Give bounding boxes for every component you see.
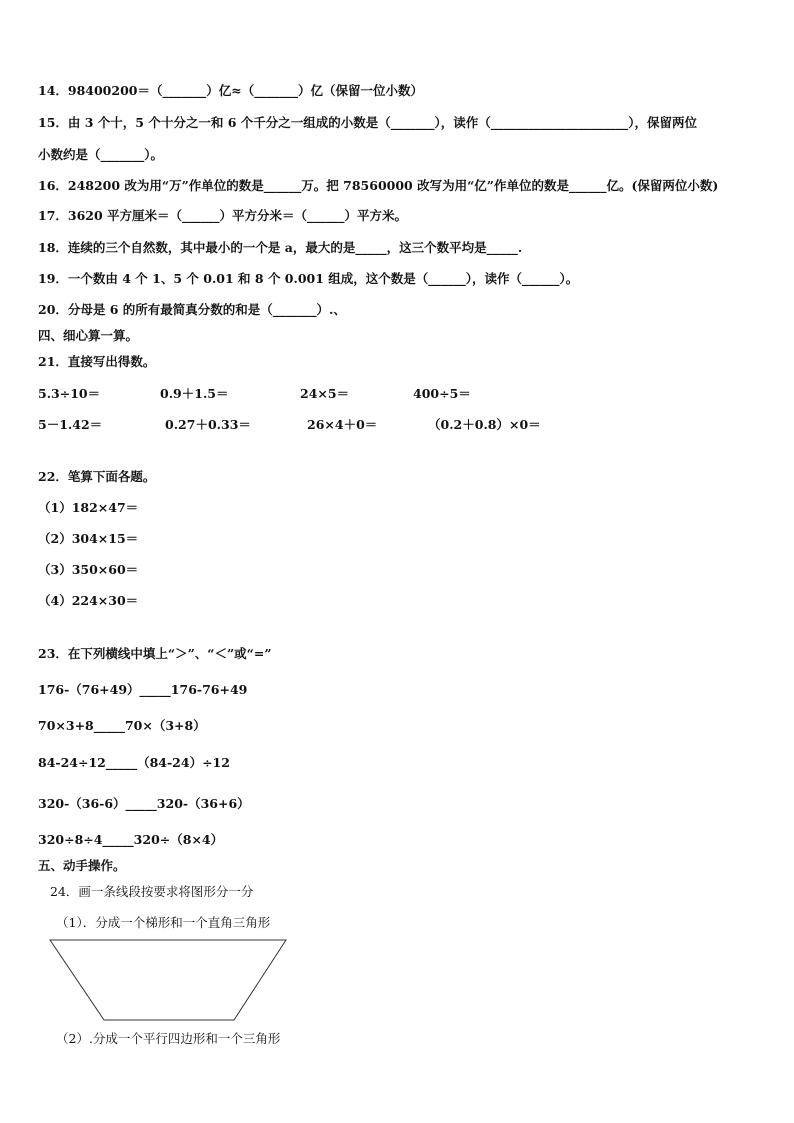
calc-item: （0.2＋0.8）×0＝ — [428, 417, 541, 432]
compare-item: 320-（36-6）_____320-（36+6） — [38, 796, 250, 811]
section-5-heading: 五、动手操作。 — [38, 858, 126, 873]
calc-item: 24×5＝ — [300, 386, 350, 401]
calc-item: 400÷5＝ — [413, 386, 471, 401]
compare-item: 320÷8÷4_____320÷（8×4） — [38, 832, 224, 847]
question-19: 19．一个数由 4 个 1、5 个 0.01 和 8 个 0.001 组成，这个数是（______），读作（______）。 — [38, 271, 579, 286]
calc-item: 5－1.42＝ — [38, 417, 103, 432]
question-15-line1: 15．由 3 个十，5 个十分之一和 6 个千分之一组成的小数是（_______），读作（______________________），保留两位 — [38, 115, 697, 130]
question-16: 16．248200 改为用“万”作单位的数是______万。把 78560000 改写为用“亿”作单位的数是______亿。(保留两位小数) — [38, 178, 719, 193]
compare-item: 70×3+8_____70×（3+8） — [38, 718, 206, 733]
compare-item: 176-（76+49）_____176-76+49 — [38, 682, 248, 697]
written-calc-item: （3）350×60＝ — [38, 562, 139, 577]
question-22: 22．笔算下面各题。 — [38, 469, 156, 484]
question-24-sub1: （1）．分成一个梯形和一个直角三角形 — [56, 915, 271, 930]
question-14: 14．98400200＝（_______）亿≈（_______）亿（保留一位小数） — [38, 83, 423, 98]
question-15-line2: 小数约是（_______）。 — [38, 147, 164, 162]
section-4-heading: 四、细心算一算。 — [38, 328, 139, 343]
written-calc-item: （4）224×30＝ — [38, 593, 139, 608]
calc-item: 5.3÷10＝ — [38, 386, 101, 401]
written-calc-item: （1）182×47＝ — [38, 500, 139, 515]
question-21: 21．直接写出得数。 — [38, 354, 156, 369]
question-24: 24．画一条线段按要求将图形分一分 — [50, 884, 254, 899]
question-24-sub2: （2）.分成一个平行四边形和一个三角形 — [56, 1031, 281, 1046]
question-23: 23．在下列横线中填上“＞”、“＜”或“=” — [38, 646, 272, 661]
written-calc-item: （2）304×15＝ — [38, 531, 139, 546]
question-18: 18．连续的三个自然数，其中最小的一个是 a，最大的是_____，这三个数平均是_____. — [38, 240, 523, 255]
calc-item: 0.9＋1.5＝ — [160, 386, 229, 401]
compare-item: 84-24÷12_____（84-24）÷12 — [38, 755, 230, 770]
question-17: 17．3620 平方厘米＝（______）平方分米＝（______）平方米。 — [38, 208, 408, 223]
trapezoid-figure — [48, 938, 290, 1024]
calc-item: 0.27＋0.33＝ — [165, 417, 251, 432]
question-20: 20．分母是 6 的所有最简真分数的和是（_______）.、 — [38, 302, 346, 317]
calc-item: 26×4＋0＝ — [307, 417, 378, 432]
